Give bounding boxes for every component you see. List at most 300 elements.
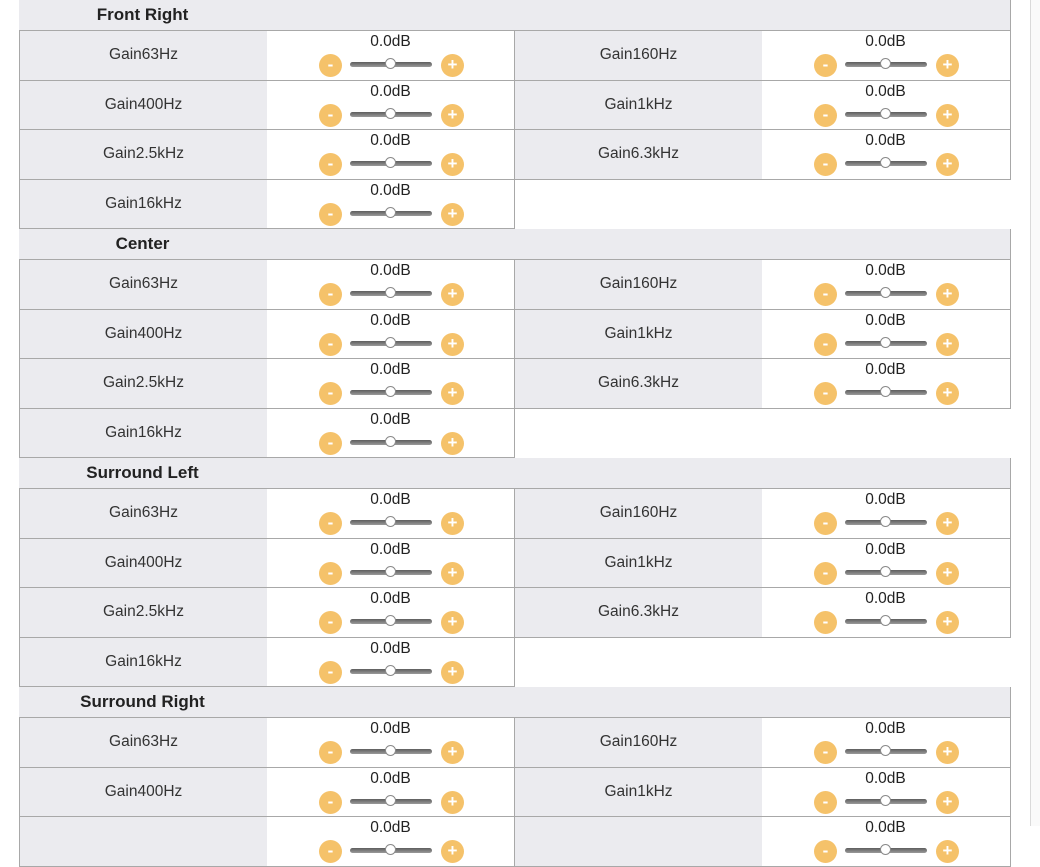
section-title: Front Right xyxy=(96,5,189,24)
decrease-gain-button[interactable] xyxy=(319,333,342,356)
section-header xyxy=(19,0,1011,31)
minus-icon: - xyxy=(327,661,334,681)
gain-slider[interactable] xyxy=(845,112,927,117)
decrease-gain-button[interactable] xyxy=(814,512,837,535)
slider-thumb[interactable] xyxy=(880,745,891,756)
channel-section-surround-left xyxy=(19,458,1011,687)
increase-gain-button[interactable] xyxy=(936,791,959,814)
band-cell-gain16khz xyxy=(19,638,515,688)
decrease-gain-button[interactable] xyxy=(814,104,837,127)
gain-value: 0.0dB xyxy=(370,33,411,50)
band-cell-gain16khz xyxy=(19,180,515,230)
slider-thumb[interactable] xyxy=(385,436,396,447)
band-label: Gain2.5kHz xyxy=(20,588,267,637)
slider-thumb[interactable] xyxy=(880,287,891,298)
band-cell-gain1khz xyxy=(515,768,1011,818)
gain-slider[interactable] xyxy=(845,619,927,624)
minus-icon: - xyxy=(327,562,334,582)
increase-gain-button[interactable] xyxy=(441,840,464,863)
channel-section-center xyxy=(19,229,1011,458)
decrease-gain-button[interactable] xyxy=(319,153,342,176)
minus-icon: - xyxy=(822,513,829,532)
gain-slider[interactable] xyxy=(350,570,432,575)
band-cell-gain400hz xyxy=(19,539,515,589)
plus-icon: + xyxy=(942,333,953,353)
band-row xyxy=(19,768,1011,818)
gain-control xyxy=(762,817,1010,866)
increase-gain-button[interactable] xyxy=(936,153,959,176)
gain-value: 0.0dB xyxy=(370,639,411,657)
band-label: Gain160Hz xyxy=(515,31,762,80)
gain-value: 0.0dB xyxy=(370,181,411,199)
band-row xyxy=(19,817,1011,867)
gain-control xyxy=(267,768,514,817)
slider-thumb[interactable] xyxy=(385,615,396,626)
plus-icon: + xyxy=(447,612,458,631)
band-row xyxy=(19,359,1011,409)
gain-control xyxy=(267,130,514,179)
gain-slider[interactable] xyxy=(845,749,927,754)
empty-cell xyxy=(515,180,1011,230)
slider-thumb[interactable] xyxy=(880,337,891,348)
decrease-gain-button[interactable] xyxy=(319,382,342,405)
band-row xyxy=(19,409,1011,459)
band-cell-gain1khz xyxy=(515,81,1011,131)
minus-icon: - xyxy=(822,284,829,303)
plus-icon: + xyxy=(447,742,458,761)
slider-thumb[interactable] xyxy=(880,844,891,855)
band-cell-band xyxy=(515,817,1011,867)
minus-icon: - xyxy=(327,432,334,452)
minus-icon: - xyxy=(327,333,334,353)
gain-value: 0.0dB xyxy=(865,769,906,787)
band-label: Gain63Hz xyxy=(20,718,267,767)
minus-icon: - xyxy=(822,841,829,860)
gain-slider[interactable] xyxy=(350,291,432,296)
plus-icon: + xyxy=(942,841,953,860)
band-cell-gain160hz xyxy=(515,260,1011,310)
band-row xyxy=(19,260,1011,310)
section-title: Surround Right xyxy=(80,692,205,711)
slider-thumb[interactable] xyxy=(385,795,396,806)
plus-icon: + xyxy=(942,513,953,532)
gain-slider[interactable] xyxy=(350,619,432,624)
channel-section-front-right xyxy=(19,0,1011,229)
gain-value: 0.0dB xyxy=(370,132,411,149)
band-label: Gain63Hz xyxy=(20,31,267,80)
band-label: Gain400Hz xyxy=(20,768,267,817)
plus-icon: + xyxy=(942,55,953,74)
minus-icon: - xyxy=(822,791,829,811)
gain-value: 0.0dB xyxy=(370,262,411,279)
gain-value: 0.0dB xyxy=(865,33,906,50)
gain-value: 0.0dB xyxy=(370,590,411,607)
gain-slider[interactable] xyxy=(350,749,432,754)
band-cell-gain63hz xyxy=(19,260,515,310)
gain-control xyxy=(267,81,514,130)
channel-section-surround-right xyxy=(19,687,1011,867)
slider-thumb[interactable] xyxy=(385,566,396,577)
band-label: Gain400Hz xyxy=(20,539,267,588)
gain-control xyxy=(267,31,514,80)
band-cell-gain160hz xyxy=(515,718,1011,768)
band-cell-gain16khz xyxy=(19,409,515,459)
plus-icon: + xyxy=(942,104,953,124)
slider-thumb[interactable] xyxy=(880,108,891,119)
band-row xyxy=(19,638,1011,688)
increase-gain-button[interactable] xyxy=(441,333,464,356)
plus-icon: + xyxy=(447,203,458,223)
slider-thumb[interactable] xyxy=(385,207,396,218)
gain-slider[interactable] xyxy=(350,848,432,853)
gain-slider[interactable] xyxy=(845,62,927,67)
increase-gain-button[interactable] xyxy=(936,512,959,535)
band-label: Gain16kHz xyxy=(20,638,267,687)
band-cell-gain6-3khz xyxy=(515,359,1011,409)
band-label: Gain16kHz xyxy=(20,409,267,458)
band-label: Gain400Hz xyxy=(20,81,267,130)
gain-slider[interactable] xyxy=(845,848,927,853)
increase-gain-button[interactable] xyxy=(936,283,959,306)
slider-thumb[interactable] xyxy=(385,58,396,69)
band-label: Gain2.5kHz xyxy=(20,359,267,408)
band-label xyxy=(20,817,267,866)
gain-value: 0.0dB xyxy=(865,540,906,558)
plus-icon: + xyxy=(447,55,458,74)
gain-slider[interactable] xyxy=(350,390,432,395)
band-cell-gain400hz xyxy=(19,768,515,818)
increase-gain-button[interactable] xyxy=(441,661,464,684)
gain-value: 0.0dB xyxy=(865,132,906,149)
decrease-gain-button[interactable] xyxy=(814,611,837,634)
minus-icon: - xyxy=(327,791,334,811)
band-cell-gain1khz xyxy=(515,539,1011,589)
gain-value: 0.0dB xyxy=(865,311,906,329)
band-row xyxy=(19,310,1011,360)
minus-icon: - xyxy=(327,284,334,303)
band-cell-gain2-5khz xyxy=(19,359,515,409)
plus-icon: + xyxy=(447,333,458,353)
slider-thumb[interactable] xyxy=(880,795,891,806)
increase-gain-button[interactable] xyxy=(936,333,959,356)
minus-icon: - xyxy=(327,612,334,631)
slider-thumb[interactable] xyxy=(385,157,396,168)
section-header xyxy=(19,229,1011,260)
plus-icon: + xyxy=(447,284,458,303)
gain-slider[interactable] xyxy=(350,161,432,166)
increase-gain-button[interactable] xyxy=(441,741,464,764)
gain-value: 0.0dB xyxy=(865,491,906,508)
gain-value: 0.0dB xyxy=(370,410,411,428)
gain-slider[interactable] xyxy=(845,520,927,525)
band-label: Gain1kHz xyxy=(515,539,762,588)
band-row xyxy=(19,539,1011,589)
increase-gain-button[interactable] xyxy=(441,203,464,226)
plus-icon: + xyxy=(447,154,458,173)
band-label: Gain6.3kHz xyxy=(515,130,762,179)
decrease-gain-button[interactable] xyxy=(319,203,342,226)
minus-icon: - xyxy=(327,383,334,402)
band-cell-gain63hz xyxy=(19,489,515,539)
band-label: Gain6.3kHz xyxy=(515,588,762,637)
plus-icon: + xyxy=(447,513,458,532)
gain-control xyxy=(267,359,514,408)
gain-value: 0.0dB xyxy=(865,82,906,100)
gain-slider[interactable] xyxy=(845,161,927,166)
band-cell-gain6-3khz xyxy=(515,130,1011,180)
gain-value: 0.0dB xyxy=(370,82,411,100)
increase-gain-button[interactable] xyxy=(441,153,464,176)
decrease-gain-button[interactable] xyxy=(319,512,342,535)
band-label: Gain16kHz xyxy=(20,180,267,229)
gain-value: 0.0dB xyxy=(370,540,411,558)
decrease-gain-button[interactable] xyxy=(814,333,837,356)
gain-control xyxy=(762,768,1010,817)
slider-thumb[interactable] xyxy=(385,386,396,397)
gain-control xyxy=(267,817,514,866)
band-label: Gain1kHz xyxy=(515,768,762,817)
gain-control xyxy=(267,588,514,637)
gain-value: 0.0dB xyxy=(370,720,411,737)
gain-value: 0.0dB xyxy=(370,819,411,836)
scrollbar-track[interactable] xyxy=(1030,0,1040,826)
gain-control xyxy=(267,489,514,538)
increase-gain-button[interactable] xyxy=(441,54,464,77)
increase-gain-button[interactable] xyxy=(441,104,464,127)
gain-value: 0.0dB xyxy=(370,491,411,508)
gain-control xyxy=(762,359,1010,408)
gain-control xyxy=(762,81,1010,130)
band-label: Gain63Hz xyxy=(20,489,267,538)
minus-icon: - xyxy=(327,104,334,124)
band-label: Gain1kHz xyxy=(515,81,762,130)
increase-gain-button[interactable] xyxy=(936,562,959,585)
increase-gain-button[interactable] xyxy=(441,432,464,455)
increase-gain-button[interactable] xyxy=(441,562,464,585)
plus-icon: + xyxy=(447,841,458,860)
empty-cell xyxy=(515,409,1011,459)
gain-control xyxy=(762,718,1010,767)
band-cell-gain160hz xyxy=(515,31,1011,81)
slider-thumb[interactable] xyxy=(385,108,396,119)
decrease-gain-button[interactable] xyxy=(814,562,837,585)
slider-thumb[interactable] xyxy=(385,745,396,756)
equalizer-panel xyxy=(19,0,1011,867)
band-row xyxy=(19,489,1011,539)
gain-slider[interactable] xyxy=(845,390,927,395)
gain-control xyxy=(267,718,514,767)
gain-value: 0.0dB xyxy=(865,819,906,836)
gain-control xyxy=(267,539,514,588)
increase-gain-button[interactable] xyxy=(441,283,464,306)
band-row xyxy=(19,31,1011,81)
minus-icon: - xyxy=(822,562,829,582)
gain-slider[interactable] xyxy=(350,440,432,445)
decrease-gain-button[interactable] xyxy=(319,741,342,764)
band-row xyxy=(19,130,1011,180)
gain-slider[interactable] xyxy=(845,570,927,575)
band-label: Gain160Hz xyxy=(515,260,762,309)
increase-gain-button[interactable] xyxy=(936,840,959,863)
band-cell-gain400hz xyxy=(19,81,515,131)
gain-slider[interactable] xyxy=(350,520,432,525)
band-row xyxy=(19,588,1011,638)
minus-icon: - xyxy=(822,55,829,74)
minus-icon: - xyxy=(327,513,334,532)
band-label: Gain63Hz xyxy=(20,260,267,309)
minus-icon: - xyxy=(327,203,334,223)
slider-thumb[interactable] xyxy=(880,157,891,168)
gain-slider[interactable] xyxy=(350,62,432,67)
slider-thumb[interactable] xyxy=(880,516,891,527)
slider-thumb[interactable] xyxy=(385,337,396,348)
minus-icon: - xyxy=(327,742,334,761)
gain-slider[interactable] xyxy=(350,211,432,216)
gain-slider[interactable] xyxy=(350,669,432,674)
gain-control xyxy=(762,489,1010,538)
band-label: Gain2.5kHz xyxy=(20,130,267,179)
band-label: Gain160Hz xyxy=(515,718,762,767)
gain-control xyxy=(267,180,514,229)
section-title: Surround Left xyxy=(86,463,199,482)
decrease-gain-button[interactable] xyxy=(814,153,837,176)
band-label: Gain6.3kHz xyxy=(515,359,762,408)
slider-thumb[interactable] xyxy=(880,615,891,626)
increase-gain-button[interactable] xyxy=(441,382,464,405)
plus-icon: + xyxy=(942,612,953,631)
plus-icon: + xyxy=(447,562,458,582)
gain-control xyxy=(762,588,1010,637)
minus-icon: - xyxy=(822,104,829,124)
gain-value: 0.0dB xyxy=(370,361,411,378)
decrease-gain-button[interactable] xyxy=(319,432,342,455)
decrease-gain-button[interactable] xyxy=(319,661,342,684)
gain-value: 0.0dB xyxy=(865,590,906,607)
decrease-gain-button[interactable] xyxy=(814,283,837,306)
decrease-gain-button[interactable] xyxy=(814,54,837,77)
minus-icon: - xyxy=(822,333,829,353)
decrease-gain-button[interactable] xyxy=(319,54,342,77)
band-cell-gain2-5khz xyxy=(19,130,515,180)
minus-icon: - xyxy=(327,154,334,173)
gain-value: 0.0dB xyxy=(370,769,411,787)
gain-value: 0.0dB xyxy=(370,311,411,329)
plus-icon: + xyxy=(942,562,953,582)
section-header xyxy=(19,458,1011,489)
band-cell-band xyxy=(19,817,515,867)
band-label: Gain1kHz xyxy=(515,310,762,359)
band-cell-gain160hz xyxy=(515,489,1011,539)
increase-gain-button[interactable] xyxy=(441,512,464,535)
plus-icon: + xyxy=(942,791,953,811)
gain-control xyxy=(762,260,1010,309)
band-cell-gain6-3khz xyxy=(515,588,1011,638)
minus-icon: - xyxy=(822,612,829,631)
decrease-gain-button[interactable] xyxy=(319,283,342,306)
decrease-gain-button[interactable] xyxy=(814,382,837,405)
plus-icon: + xyxy=(447,104,458,124)
slider-thumb[interactable] xyxy=(880,386,891,397)
plus-icon: + xyxy=(942,284,953,303)
minus-icon: - xyxy=(822,383,829,402)
gain-control xyxy=(762,130,1010,179)
band-cell-gain1khz xyxy=(515,310,1011,360)
gain-control xyxy=(762,539,1010,588)
gain-control xyxy=(267,638,514,687)
increase-gain-button[interactable] xyxy=(936,54,959,77)
gain-slider[interactable] xyxy=(845,291,927,296)
gain-slider[interactable] xyxy=(845,341,927,346)
slider-thumb[interactable] xyxy=(385,665,396,676)
slider-thumb[interactable] xyxy=(385,844,396,855)
decrease-gain-button[interactable] xyxy=(319,104,342,127)
band-cell-gain400hz xyxy=(19,310,515,360)
gain-control xyxy=(762,31,1010,80)
minus-icon: - xyxy=(822,742,829,761)
plus-icon: + xyxy=(447,791,458,811)
gain-slider[interactable] xyxy=(845,799,927,804)
empty-cell xyxy=(515,638,1011,688)
band-label xyxy=(515,817,762,866)
band-row xyxy=(19,81,1011,131)
band-row xyxy=(19,718,1011,768)
slider-thumb[interactable] xyxy=(880,58,891,69)
gain-value: 0.0dB xyxy=(865,262,906,279)
plus-icon: + xyxy=(447,661,458,681)
plus-icon: + xyxy=(447,432,458,452)
plus-icon: + xyxy=(942,742,953,761)
decrease-gain-button[interactable] xyxy=(319,611,342,634)
slider-thumb[interactable] xyxy=(385,516,396,527)
gain-control xyxy=(267,310,514,359)
gain-slider[interactable] xyxy=(350,341,432,346)
minus-icon: - xyxy=(327,55,334,74)
increase-gain-button[interactable] xyxy=(936,382,959,405)
decrease-gain-button[interactable] xyxy=(814,741,837,764)
increase-gain-button[interactable] xyxy=(441,611,464,634)
gain-value: 0.0dB xyxy=(865,720,906,737)
plus-icon: + xyxy=(942,383,953,402)
plus-icon: + xyxy=(942,154,953,173)
increase-gain-button[interactable] xyxy=(441,791,464,814)
gain-control xyxy=(762,310,1010,359)
increase-gain-button[interactable] xyxy=(936,611,959,634)
decrease-gain-button[interactable] xyxy=(319,562,342,585)
decrease-gain-button[interactable] xyxy=(319,791,342,814)
increase-gain-button[interactable] xyxy=(936,741,959,764)
band-cell-gain2-5khz xyxy=(19,588,515,638)
section-header xyxy=(19,687,1011,718)
band-cell-gain63hz xyxy=(19,718,515,768)
plus-icon: + xyxy=(447,383,458,402)
slider-thumb[interactable] xyxy=(880,566,891,577)
gain-slider[interactable] xyxy=(350,799,432,804)
band-row xyxy=(19,180,1011,230)
band-label: Gain400Hz xyxy=(20,310,267,359)
decrease-gain-button[interactable] xyxy=(814,791,837,814)
slider-thumb[interactable] xyxy=(385,287,396,298)
increase-gain-button[interactable] xyxy=(936,104,959,127)
section-title: Center xyxy=(115,234,170,253)
decrease-gain-button[interactable] xyxy=(814,840,837,863)
gain-control xyxy=(267,260,514,309)
gain-value: 0.0dB xyxy=(865,361,906,378)
band-cell-gain63hz xyxy=(19,31,515,81)
gain-slider[interactable] xyxy=(350,112,432,117)
decrease-gain-button[interactable] xyxy=(319,840,342,863)
minus-icon: - xyxy=(822,154,829,173)
gain-control xyxy=(267,409,514,458)
